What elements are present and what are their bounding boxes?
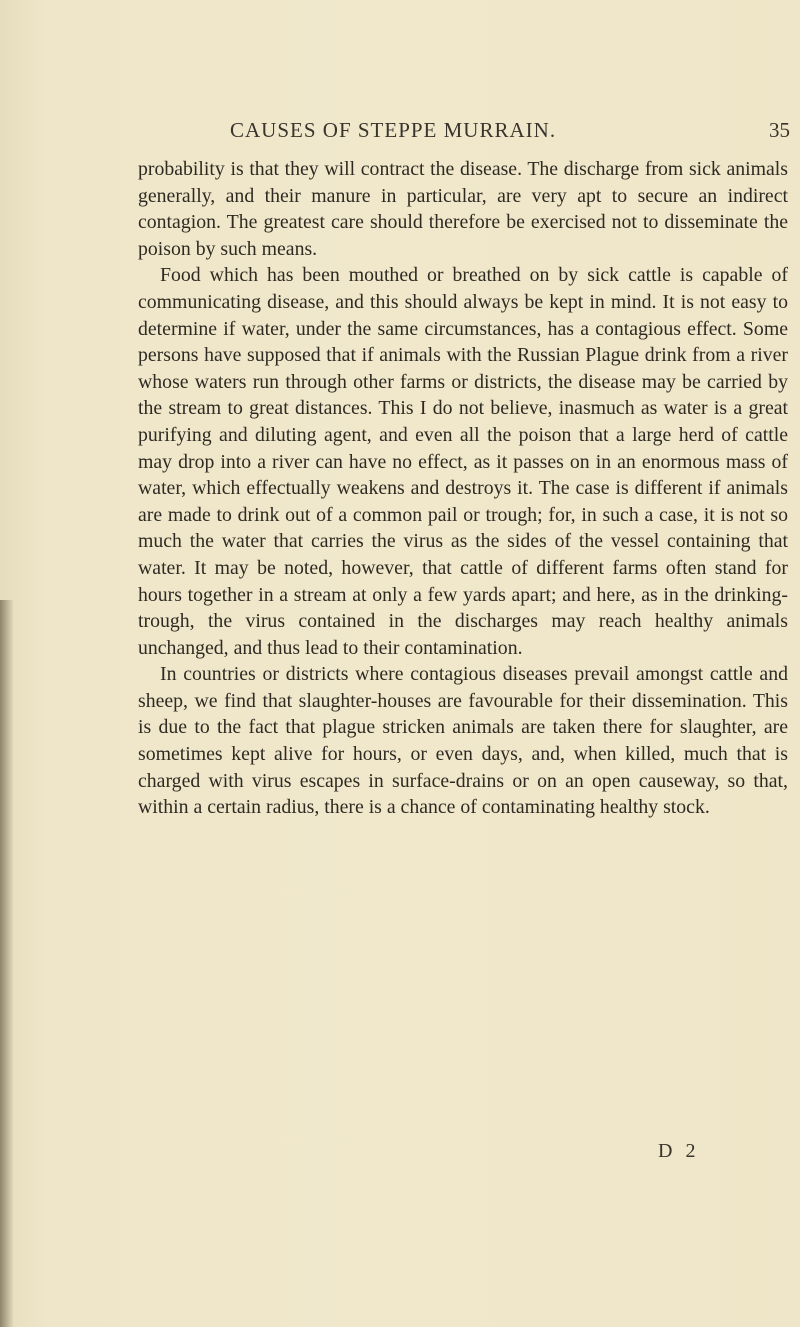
page-header [130, 118, 790, 148]
page-number: 35 [769, 118, 790, 142]
body-text [138, 156, 788, 821]
running-head: CAUSES OF STEPPE MURRAIN. [230, 118, 557, 142]
paragraph-2: Food which has been mouthed or breathed on by sick cattle is capable of communicating disease, and this should always be kept in mind. It is not easy to determine if water, under the same circumstances, has a contagious effect. Some persons have supposed that if animals with the Russian Plague drink from a river whose waters run through other farms or districts, the disease may be carried by the stream to great distances. This I do not believe, inasmuch as water is a great purifying and diluting agent, and even all the poison that a large herd of cattle may drop into a river can have no effect, as it passes on in an enormous mass of water, which effectually weakens and destroys it. The case is different if animals are made to drink out of a common pail or trough; for, in such a case, it is not so much the water that carries the virus as the sides of the vessel containing that water. It may be noted, however, that cattle of different farms often stand for hours together in a stream at only a few yards apart; and here, as in the drinking-trough, the virus contained in the discharges may reach healthy animals unchanged, and thus lead to their contamination. [138, 264, 788, 659]
paragraph-1: probability is that they will contract the disease. The discharge from sick animals generally, and their manure in particular, are very apt to secure an indirect contagion. The greatest care should therefore be exercised not to disseminate the poison by such means. [138, 158, 788, 260]
signature-mark: D 2 [658, 1140, 700, 1162]
paragraph-3: In countries or districts where contagious diseases prevail amongst cattle and sheep, we find that slaughter-houses are favourable for their dissemination. This is due to the fact that plague stricken animals are taken there for slaughter, are sometimes kept alive for hours, or even days, and, when killed, much that is charged with virus escapes in surface-drains or on an open causeway, so that, within a certain radius, there is a chance of contaminating healthy stock. [138, 663, 788, 819]
spine-shadow [0, 600, 14, 1327]
